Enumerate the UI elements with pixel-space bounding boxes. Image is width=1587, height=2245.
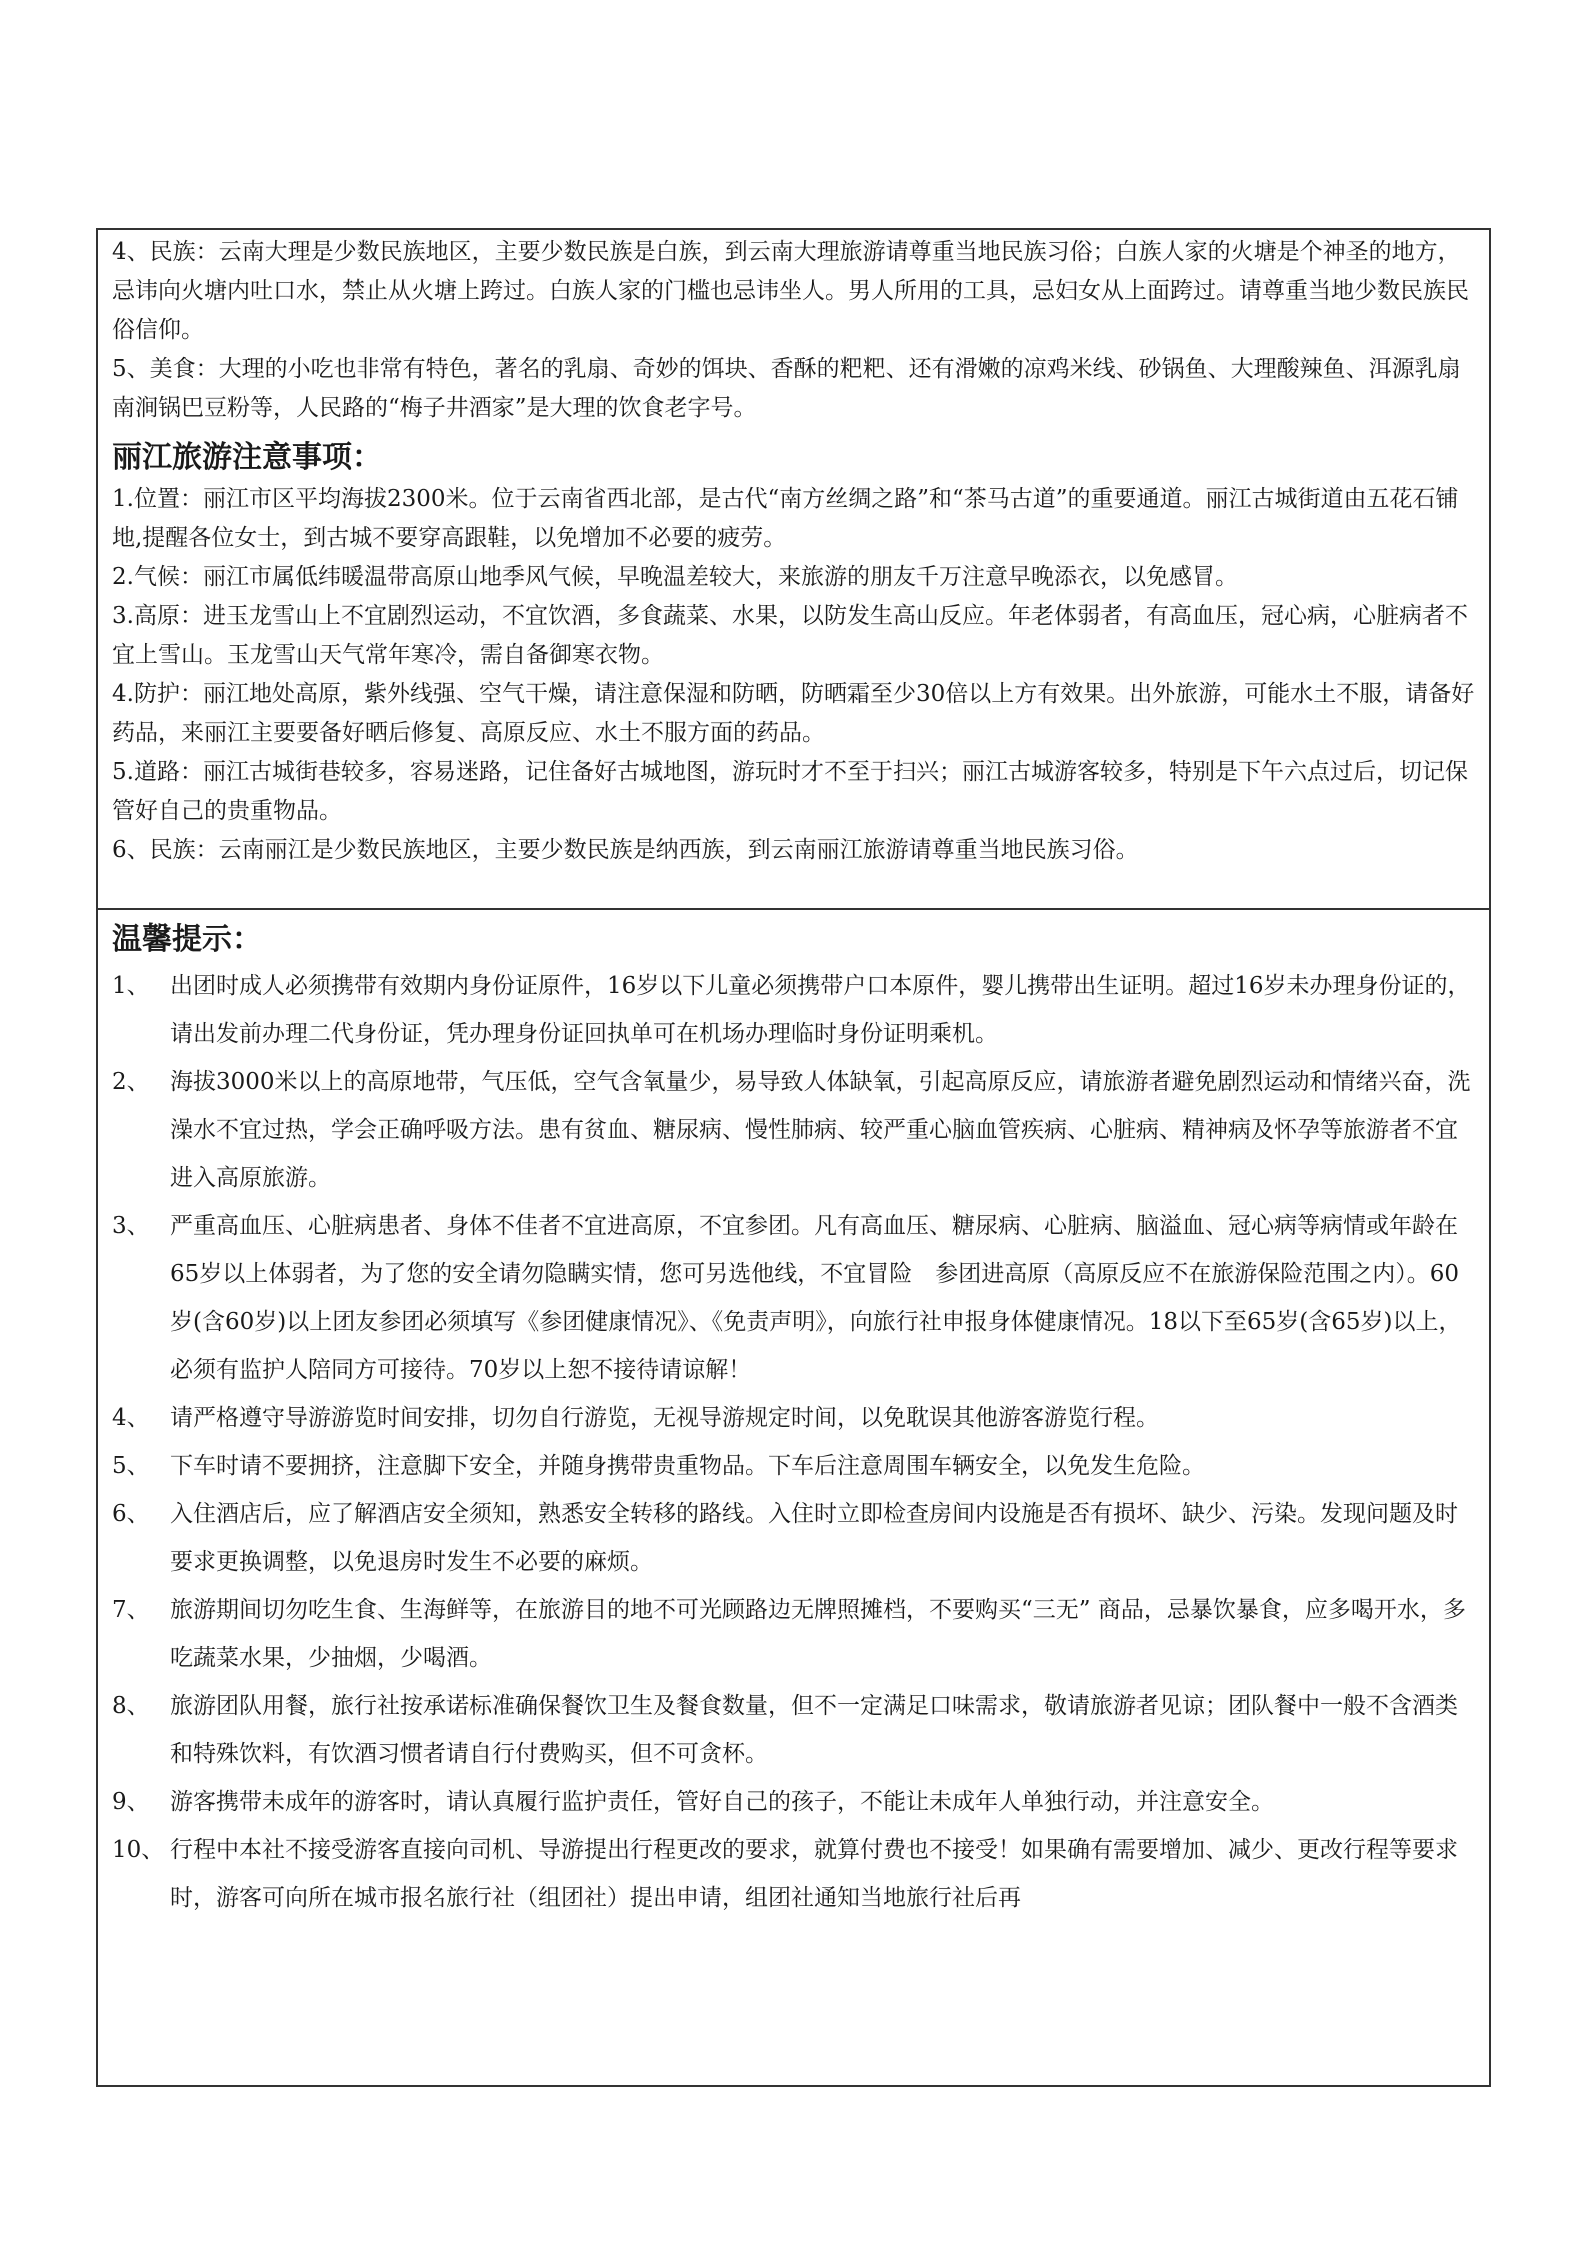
tips-section <box>98 910 1489 1922</box>
tip-text: 出团时成人必须携带有效期内身份证原件，16岁以下儿童必须携带户口本原件，婴儿携带出生证明。超过16岁未办理身份证的，请出发前办理二代身份证，凭办理身份证回执单可在机场办理临时身份证明乘机。 <box>170 973 1471 1047</box>
dali-item: 4、民族：云南大理是少数民族地区，主要少数民族是白族，到云南大理旅游请尊重当地民族习俗；白族人家的火塘是个神圣的地方，忌讳向火塘内吐口水，禁止从火塘上跨过。白族人家的门槛也忌讳坐人。男人所用的工具，忌妇女从上面跨过。请尊重当地少数民族民俗信仰。 <box>112 239 1469 343</box>
tip-number: 3、 <box>112 1213 150 1239</box>
tip-number: 6、 <box>112 1501 150 1527</box>
lijiang-item: 5.道路：丽江古城街巷较多，容易迷路，记住备好古城地图，游玩时才不至于扫兴；丽江古城游客较多，特别是下午六点过后，切记保管好自己的贵重物品。 <box>112 759 1468 824</box>
tips-heading: 温馨提示： <box>112 922 262 957</box>
tip-number: 9、 <box>112 1789 150 1815</box>
tip-number: 2、 <box>112 1069 150 1095</box>
tip-item <box>112 1394 1475 1442</box>
tip-text: 严重高血压、心脏病患者、身体不佳者不宜进高原，不宜参团。凡有高血压、糖尿病、心脏病、脑溢血、冠心病等病情或年龄在65岁以上体弱者，为了您的安全请勿隐瞒实情，您可另选他线，不宜冒险 参团进高原（高原反应不在旅游保险范围之内）。60岁(含60岁)以上团友参团必须填写《参团健康情况》、《免责声明》，向旅行社申报身体健康情况。18以下至65岁(含65岁)以上，必须有监护人陪同方可接待。70岁以上恕不接待请谅解！ <box>170 1213 1462 1383</box>
tip-item <box>112 1826 1475 1922</box>
tip-number: 7、 <box>112 1597 150 1623</box>
tip-number: 10、 <box>112 1837 165 1863</box>
tip-item <box>112 1778 1475 1826</box>
lijiang-item: 4.防护：丽江地处高原，紫外线强、空气干燥，请注意保湿和防晒，防晒霜至少30倍以上方有效果。出外旅游，可能水土不服，请备好药品，来丽江主要要备好晒后修复、高原反应、水土不服方面的药品。 <box>112 681 1475 746</box>
tip-text: 行程中本社不接受游客直接向司机、导游提出行程更改的要求，就算付费也不接受！如果确有需要增加、减少、更改行程等要求时，游客可向所在城市报名旅行社（组团社）提出申请，组团社通知当地旅行社后再 <box>170 1837 1458 1911</box>
tip-number: 8、 <box>112 1693 150 1719</box>
tip-number: 4、 <box>112 1405 150 1431</box>
lijiang-item: 6、民族：云南丽江是少数民族地区，主要少数民族是纳西族，到云南丽江旅游请尊重当地民族习俗。 <box>112 837 1139 863</box>
tip-item <box>112 1442 1475 1490</box>
dali-lijiang-section <box>98 230 1489 910</box>
tip-item <box>112 962 1475 1058</box>
notice-table <box>96 228 1491 2087</box>
tip-text: 游客携带未成年的游客时，请认真履行监护责任，管好自己的孩子，不能让未成年人单独行动，并注意安全。 <box>170 1789 1274 1815</box>
tip-text: 请严格遵守导游游览时间安排，切勿自行游览，无视导游规定时间，以免耽误其他游客游览行程。 <box>170 1405 1159 1431</box>
lijiang-item: 1.位置：丽江市区平均海拔2300米。位于云南省西北部，是古代“南方丝绸之路”和“茶马古道”的重要通道。丽江古城街道由五花石铺地,提醒各位女士，到古城不要穿高跟鞋，以免增加不必要的疲劳。 <box>112 486 1459 551</box>
tip-number: 1、 <box>112 973 150 999</box>
tip-text: 海拔3000米以上的高原地带，气压低，空气含氧量少，易导致人体缺氧，引起高原反应，请旅游者避免剧烈运动和情绪兴奋，洗澡水不宜过热，学会正确呼吸方法。患有贫血、糖尿病、慢性肺病、较严重心脑血管疾病、心脏病、精神病及怀孕等旅游者不宜进入高原旅游。 <box>170 1069 1471 1191</box>
tip-number: 5、 <box>112 1453 150 1479</box>
tip-text: 入住酒店后，应了解酒店安全须知，熟悉安全转移的路线。入住时立即检查房间内设施是否有损坏、缺少、污染。发现问题及时要求更换调整，以免退房时发生不必要的麻烦。 <box>170 1501 1458 1575</box>
tip-text: 下车时请不要拥挤，注意脚下安全，并随身携带贵重物品。下车后注意周围车辆安全，以免发生危险。 <box>170 1453 1205 1479</box>
tip-item <box>112 1202 1475 1394</box>
tip-item <box>112 1682 1475 1778</box>
tip-text: 旅游期间切勿吃生食、生海鲜等，在旅游目的地不可光顾路边无牌照摊档，不要购买“三无” 商品，忌暴饮暴食，应多喝开水，多吃蔬菜水果，少抽烟，少喝酒。 <box>170 1597 1466 1671</box>
tip-text: 旅游团队用餐，旅行社按承诺标准确保餐饮卫生及餐食数量，但不一定满足口味需求，敬请旅游者见谅；团队餐中一般不含酒类和特殊饮料，有饮酒习惯者请自行付费购买，但不可贪杯。 <box>170 1693 1458 1767</box>
tip-item <box>112 1058 1475 1202</box>
lijiang-item: 3.高原：进玉龙雪山上不宜剧烈运动，不宜饮酒，多食蔬菜、水果，以防发生高山反应。年老体弱者，有高血压，冠心病，心脏病者不宜上雪山。玉龙雪山天气常年寒冷，需自备御寒衣物。 <box>112 603 1468 668</box>
tip-item <box>112 1490 1475 1586</box>
tip-item <box>112 1586 1475 1682</box>
lijiang-heading: 丽江旅游注意事项： <box>112 440 382 475</box>
dali-item: 5、美食：大理的小吃也非常有特色，著名的乳扇、奇妙的饵块、香酥的粑粑、还有滑嫩的凉鸡米线、砂锅鱼、大理酸辣鱼、洱源乳扇南涧锅巴豆粉等，人民路的“梅子井酒家”是大理的饮食老字号。 <box>112 356 1461 421</box>
lijiang-item: 2.气候：丽江市属低纬暖温带高原山地季风气候，早晚温差较大，来旅游的朋友千万注意早晚添衣，以免感冒。 <box>112 564 1238 590</box>
